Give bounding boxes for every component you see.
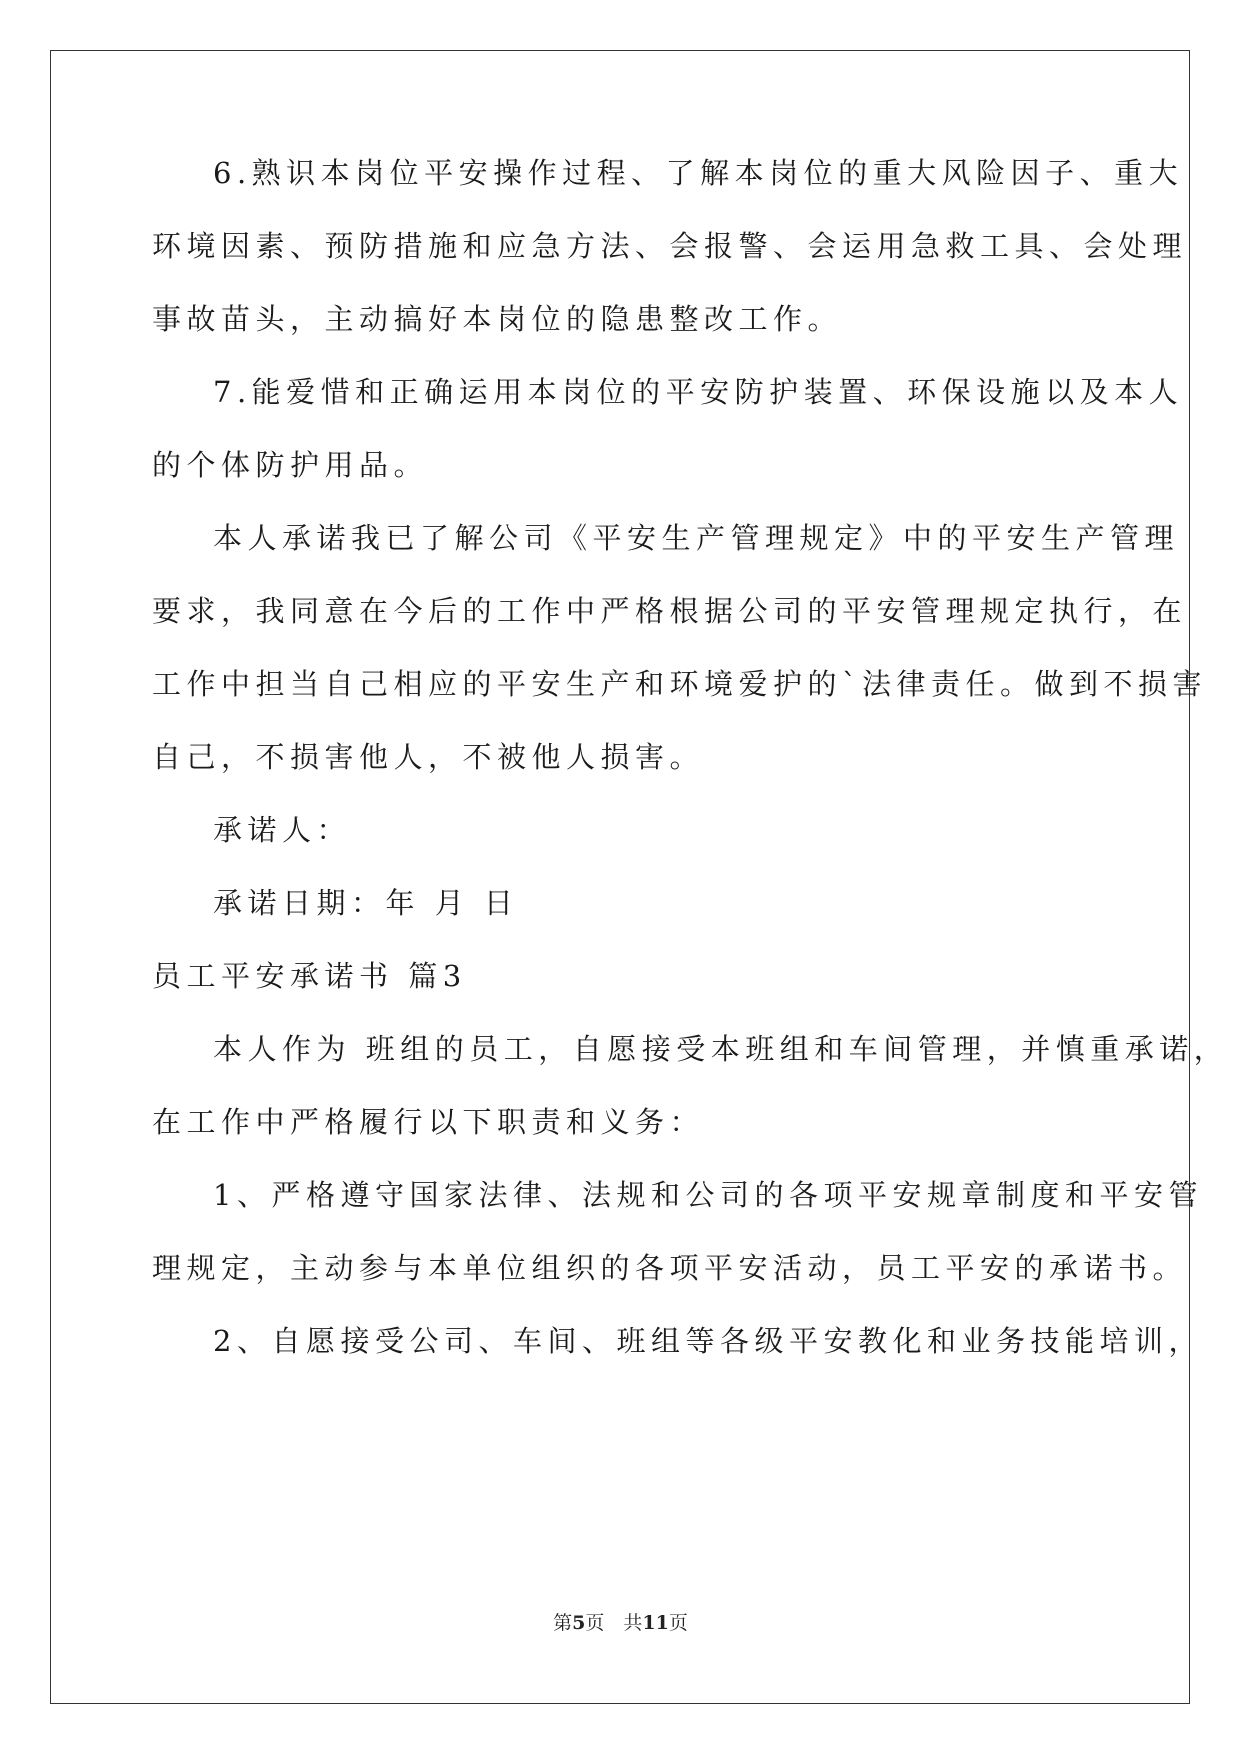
- paragraph-line: 要求，我同意在今后的工作中严格根据公司的平安管理规定执行，在: [152, 594, 1188, 628]
- footer-suffix: 页: [668, 1612, 688, 1634]
- paragraph-line: 在工作中严格履行以下职责和义务：: [152, 1105, 705, 1139]
- footer-prefix: 第: [553, 1612, 573, 1634]
- signer-label: 承诺人：: [213, 813, 352, 847]
- paragraph-line: 2、自愿接受公司、车间、班组等各级平安教化和业务技能培训，: [213, 1324, 1203, 1358]
- date-label: 承诺日期：年 月 日: [213, 886, 519, 920]
- footer-mid: 页 共: [585, 1612, 643, 1634]
- paragraph-line: 7.能爱惜和正确运用本岗位的平安防护装置、环保设施以及本人: [213, 375, 1184, 409]
- paragraph-line: 6.熟识本岗位平安操作过程、了解本岗位的重大风险因子、重大: [213, 156, 1184, 190]
- paragraph-line: 1、严格遵守国家法律、法规和公司的各项平安规章制度和平安管: [213, 1178, 1203, 1212]
- section-heading: 员工平安承诺书 篇3: [152, 959, 467, 993]
- paragraph-line: 理规定，主动参与本单位组织的各项平安活动，员工平安的承诺书。: [152, 1251, 1188, 1285]
- total-pages-number: 11: [642, 1612, 669, 1634]
- paragraph-line: 自己，不损害他人，不被他人损害。: [152, 740, 705, 774]
- paragraph-line: 的个体防护用品。: [152, 448, 429, 482]
- paragraph-line: 本人承诺我已了解公司《平安生产管理规定》中的平安生产管理: [213, 521, 1180, 555]
- paragraph-line: 环境因素、预防措施和应急方法、会报警、会运用急救工具、会处理: [152, 229, 1188, 263]
- current-page-number: 5: [572, 1612, 586, 1634]
- page-footer: [0, 1608, 1241, 1635]
- paragraph-line: 工作中担当自己相应的平安生产和环境爱护的`法律责任。做到不损害: [152, 667, 1208, 701]
- paragraph-line: 本人作为 班组的员工，自愿接受本班组和车间管理，并慎重承诺，: [213, 1032, 1229, 1066]
- paragraph-line: 事故苗头，主动搞好本岗位的隐患整改工作。: [152, 302, 843, 336]
